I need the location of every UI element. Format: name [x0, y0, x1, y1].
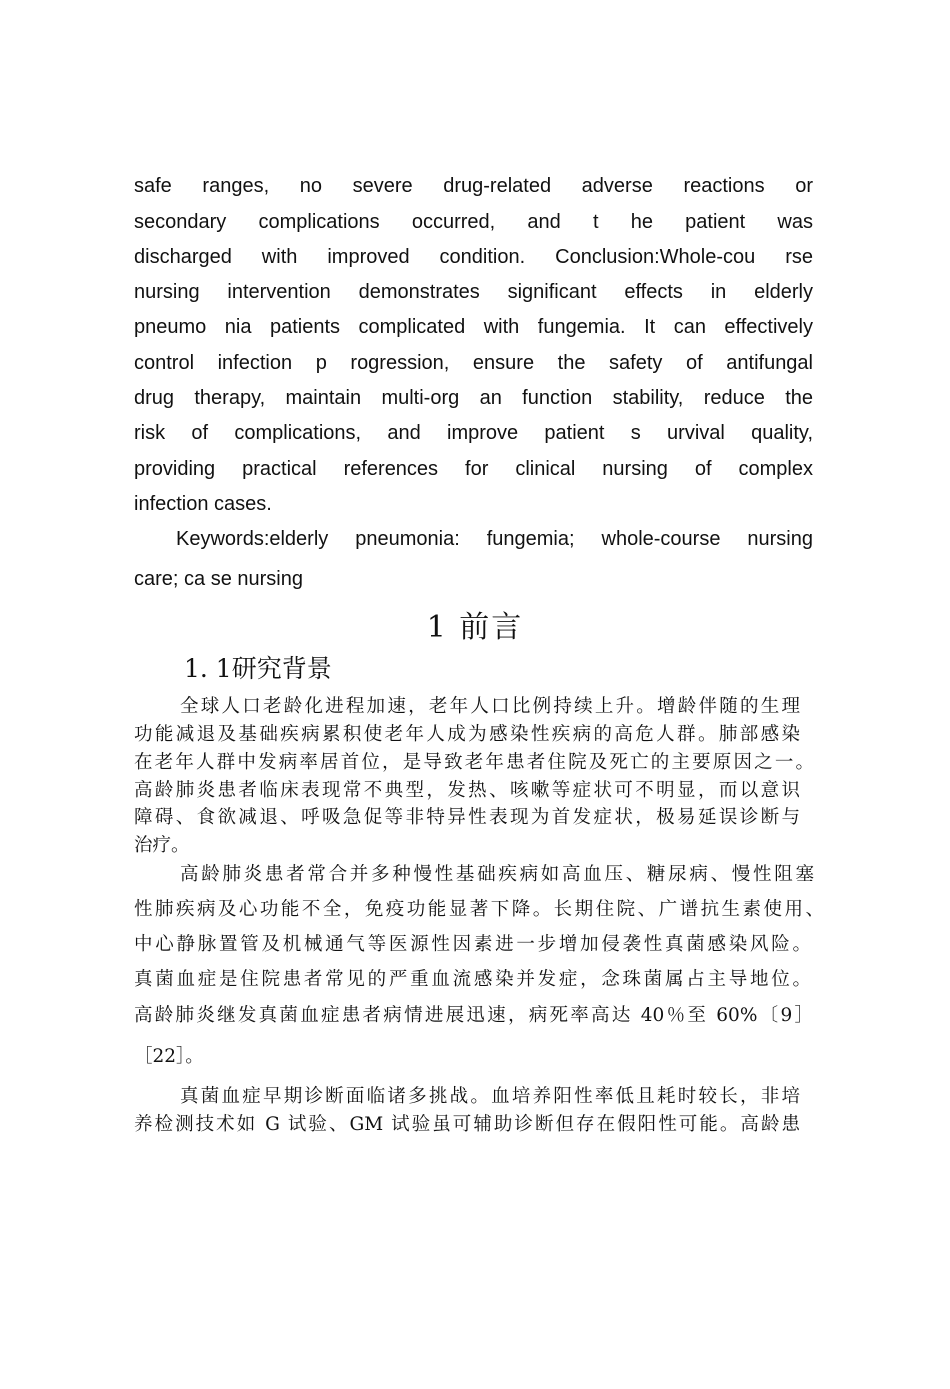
abstract-line: pneumo nia patients complicated with fungemia. It can effectively: [134, 316, 813, 338]
paragraph-line: 高龄肺炎患者临床表现常不典型，发热、咳嗽等症状可不明显，而以意识: [134, 780, 800, 801]
paragraph-line: 障碍、食欲减退、呼吸急促等非特异性表现为首发症状，极易延误诊断与: [134, 807, 800, 828]
abstract-line: providing practical references for clinical nursing of complex: [134, 458, 813, 480]
keywords-line: Keywords:elderly pneumonia: fungemia; whole-course nursing: [176, 528, 813, 550]
paragraph-line: ［22］。: [134, 1046, 204, 1067]
abstract-line: safe ranges, no severe drug-related adverse reactions or: [134, 175, 813, 197]
abstract-line: secondary complications occurred, and t he patient was: [134, 211, 813, 233]
paragraph-line: 功能减退及基础疾病累积使老年人成为感染性疾病的高危人群。肺部感染: [134, 724, 800, 745]
paragraph-line: 养检测技术如 G 试验、GM 试验虽可辅助诊断但存在假阳性可能。高龄患: [134, 1114, 800, 1135]
abstract-line: control infection p rogression, ensure the safety of antifungal: [134, 352, 813, 374]
abstract-line: discharged with improved condition. Conclusion:Whole-cou rse: [134, 246, 813, 268]
paragraph-line: 高龄肺炎继发真菌血症患者病情进展迅速，病死率高达 40％至 60%〔9］: [134, 1005, 813, 1026]
abstract-line: risk of complications, and improve patient s urvival quality,: [134, 422, 813, 444]
paragraph-line: 真菌血症是住院患者常见的严重血流感染并发症，念珠菌属占主导地位。: [134, 969, 811, 990]
paragraph-line: 全球人口老龄化进程加速，老年人口比例持续上升。增龄伴随的生理: [180, 696, 800, 717]
paragraph-line: 中心静脉置管及机械通气等医源性因素进一步增加侵袭性真菌感染风险。: [134, 934, 811, 955]
paragraph-line: 在老年人群中发病率居首位，是导致老年患者住院及死亡的主要原因之一。: [134, 752, 814, 773]
paragraph-line: 高龄肺炎患者常合并多种慢性基础疾病如高血压、糖尿病、慢性阻塞: [180, 864, 814, 885]
subsection-heading: 1. 1研究背景: [184, 654, 332, 683]
section-heading: 1 前言: [426, 610, 524, 645]
paragraph-line: 治疗。: [134, 835, 190, 856]
abstract-line: nursing intervention demonstrates significant effects in elderly: [134, 281, 813, 303]
keywords-line: care; ca se nursing: [134, 568, 303, 590]
paragraph-line: 性肺疾病及心功能不全，免疫功能显著下降。长期住院、广谱抗生素使用、: [134, 899, 824, 920]
paragraph-line: 真菌血症早期诊断面临诸多挑战。血培养阳性率低且耗时较长，非培: [180, 1086, 800, 1107]
abstract-line: drug therapy, maintain multi-org an function stability, reduce the: [134, 387, 813, 409]
abstract-line: infection cases.: [134, 493, 272, 515]
